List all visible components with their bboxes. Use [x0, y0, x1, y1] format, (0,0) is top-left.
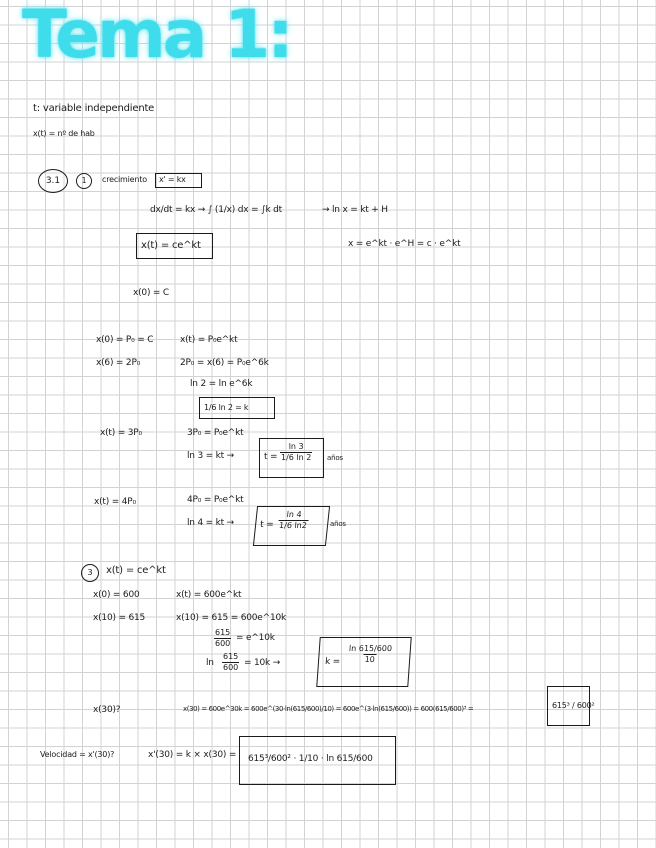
separation-step: dx/dt = kx → ∫ (1/x) dx = ∫k dt	[150, 205, 282, 215]
growth-label: crecimiento	[102, 175, 147, 184]
ln-numerator: 615	[223, 652, 239, 661]
velocity-result: 615³/600² · 1/10 · ln 615/600	[248, 754, 373, 764]
xt-line: x(t) = P₀e^kt	[180, 335, 238, 345]
triple-fraction	[280, 443, 312, 462]
k-fraction	[347, 645, 393, 664]
quad-unit: años	[330, 520, 346, 528]
x30-result-box	[547, 686, 595, 726]
x0-line: x(0) = P₀ = C	[96, 335, 154, 345]
k-value-box	[316, 637, 411, 687]
quad-numerator: ln 4	[286, 510, 303, 519]
x6-line: x(6) = 2P₀	[96, 358, 141, 368]
ln-fraction	[222, 653, 239, 672]
x30-result: 615³ / 600²	[552, 701, 595, 710]
item3-number: 3	[87, 568, 93, 577]
triple-t-label: t =	[264, 452, 278, 462]
triple-time-box	[259, 438, 324, 478]
quad-ln: ln 4 = kt →	[187, 518, 234, 528]
x6-equation: 2P₀ = x(6) = P₀e^6k	[180, 358, 269, 368]
item3-x10-equation: x(10) = 615 = 600e^10k	[176, 613, 287, 623]
quad-fraction	[278, 511, 310, 530]
item3-x0: x(0) = 600	[93, 590, 140, 600]
k-denominator: 10	[364, 655, 376, 664]
item3-xt: x(t) = 600e^kt	[176, 590, 242, 600]
quad-t-label: t =	[259, 520, 274, 530]
ratio-rhs: = e^10k	[236, 633, 275, 643]
ratio-fraction	[214, 629, 231, 648]
section-number: 3.1	[45, 175, 61, 186]
quad-condition: x(t) = 4P₀	[94, 497, 136, 507]
triple-condition: x(t) = 3P₀	[100, 428, 142, 438]
x30-equation: x(30) = 600e^30k = 600e^(30·ln(615/600)/10) = 600e^(3·ln(615/600)) = 600(615/600)³ =	[183, 705, 474, 713]
page-title: Tema 1:	[22, 0, 291, 73]
quad-time-box	[253, 506, 330, 546]
ln-rhs: = 10k →	[244, 658, 281, 668]
quad-equation: 4P₀ = P₀e^kt	[187, 495, 244, 505]
ln-denominator: 600	[223, 663, 239, 672]
growth-model: x' = kx	[159, 175, 186, 184]
triple-numerator: ln 3	[288, 442, 304, 451]
x30-question: x(30)?	[93, 705, 121, 715]
velocity-equation: x'(30) = k × x(30) =	[148, 750, 237, 760]
item1-number: 1	[81, 176, 87, 185]
general-solution: x(t) = ce^kt	[141, 240, 201, 251]
item3-x10: x(10) = 615	[93, 613, 146, 623]
velocity-question: Velocidad = x'(30)?	[40, 750, 115, 759]
item3-model: x(t) = ce^kt	[106, 565, 166, 576]
k-result: 1/6 ln 2 = k	[204, 403, 249, 412]
triple-ln: ln 3 = kt →	[187, 451, 234, 461]
quad-denominator: 1/6 ln2	[278, 521, 308, 530]
ln-lhs: ln	[206, 658, 214, 668]
k-result-box	[199, 397, 275, 419]
velocity-result-box	[239, 736, 396, 785]
ln-equation: ln 2 = ln e^6k	[190, 379, 253, 389]
k-label: k =	[324, 657, 341, 667]
k-numerator: ln 615/600	[348, 644, 393, 653]
section-number-circle	[38, 169, 68, 193]
ratio-denominator: 600	[215, 639, 231, 648]
triple-equation: 3P₀ = P₀e^kt	[187, 428, 244, 438]
item1-number-circle	[76, 173, 92, 189]
initial-condition: x(0) = C	[133, 288, 170, 298]
exponential-step: x = e^kt · e^H = c · e^kt	[348, 239, 461, 249]
log-step: → ln x = kt + H	[322, 205, 388, 215]
triple-denominator: 1/6 ln 2	[281, 453, 312, 462]
growth-model-box	[155, 173, 202, 188]
solution-box	[136, 233, 213, 259]
x-definition: x(t) = nº de hab	[33, 129, 95, 138]
ratio-numerator: 615	[215, 628, 231, 637]
t-definition: t: variable independiente	[33, 103, 155, 114]
triple-unit: años	[327, 454, 343, 462]
item3-number-circle	[81, 564, 99, 582]
